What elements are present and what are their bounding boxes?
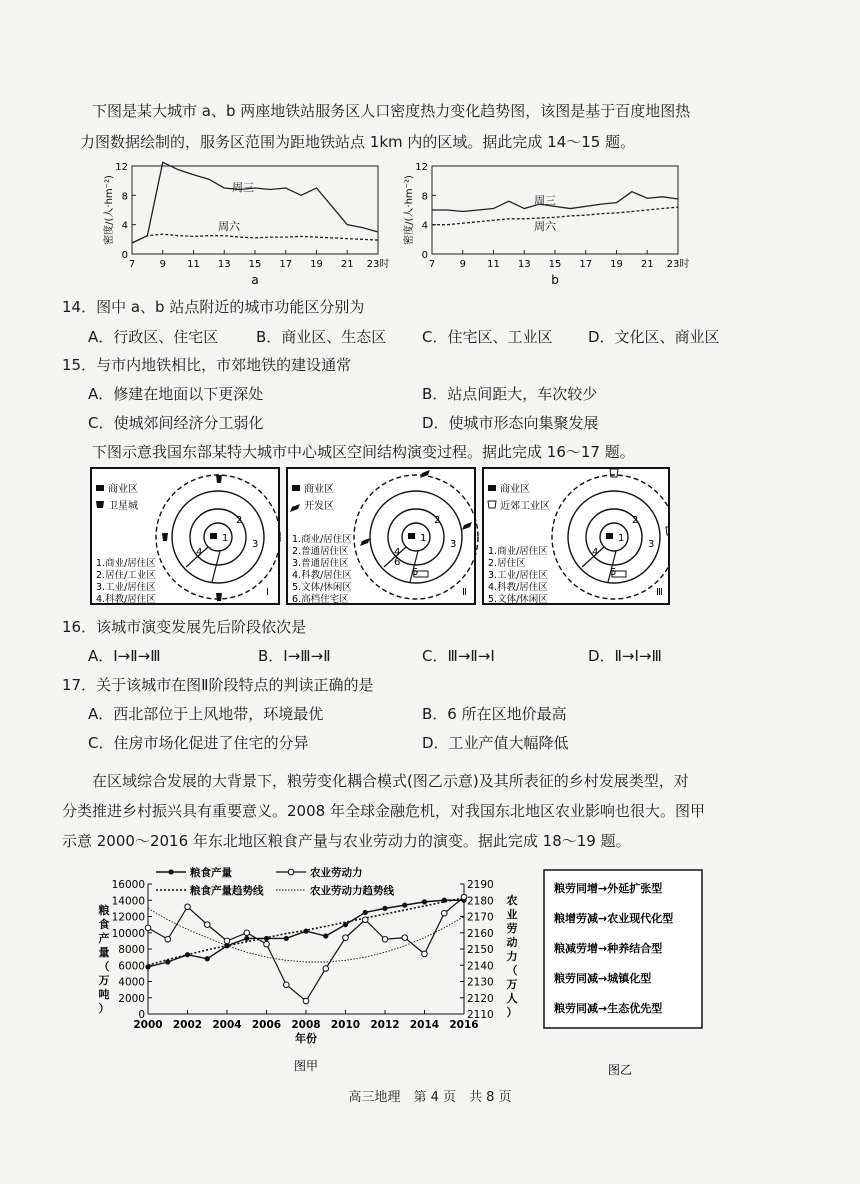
city-structure-diagrams bbox=[90, 467, 670, 607]
q15-stem: 15．与市内地铁相比，市郊地铁的建设通常 bbox=[62, 356, 352, 374]
right-axis-label-char: 动 bbox=[506, 936, 518, 949]
y-tick-label: 12 bbox=[415, 162, 428, 173]
legend-label: 农业劳动力趋势线 bbox=[310, 885, 394, 897]
grain-point bbox=[323, 933, 328, 938]
labor-point bbox=[303, 998, 309, 1004]
right-tick-label: 2110 bbox=[467, 1009, 494, 1021]
satellite-city-icon bbox=[216, 593, 222, 601]
zone-label: 2.居住/工业区 bbox=[96, 570, 156, 581]
x-tick-label: 19 bbox=[610, 259, 623, 270]
legend-grain-dot bbox=[168, 869, 173, 874]
q14-option-c: C．住宅区、工业区 bbox=[422, 328, 553, 346]
q17-option-a: A．西北部位于上风地带，环境最优 bbox=[88, 705, 324, 723]
x-tick-label: 2002 bbox=[172, 1019, 203, 1031]
yi-box-group bbox=[544, 870, 702, 1076]
grain-point bbox=[382, 906, 387, 911]
legend-label: 粮食产量趋势线 bbox=[190, 885, 264, 897]
satellite-city-icon bbox=[216, 475, 222, 483]
labor-point bbox=[382, 936, 388, 942]
q15-option-a: A．修建在地面以下更深处 bbox=[88, 385, 264, 403]
legend-satellite-icon bbox=[96, 501, 104, 508]
left-tick-label: 6000 bbox=[118, 960, 145, 973]
x-tick-label: 9 bbox=[459, 259, 466, 270]
yi-item: 粮劳同减→生态优先型 bbox=[554, 1002, 663, 1015]
cbd-block bbox=[210, 533, 217, 539]
ring-number: 3 bbox=[450, 539, 457, 550]
legend-label: 商业区 bbox=[304, 484, 334, 495]
yi-item: 粮劳同减→城镇化型 bbox=[554, 972, 652, 985]
grain-point bbox=[422, 899, 427, 904]
zone-label: 5.文体/休闲区 bbox=[488, 594, 548, 605]
legend-label: 粮食产量 bbox=[190, 867, 232, 879]
ring-number: 4 bbox=[196, 547, 203, 558]
zone-label: 2.普通居住区 bbox=[292, 546, 349, 557]
x-tick-label: 2010 bbox=[330, 1019, 361, 1031]
intro-18-19-line3: 示意 2000～2016 年东北地区粮食产量与农业劳动力的演变。据此完成 18～19 题。 bbox=[62, 832, 631, 850]
page-footer: 高三地理 第 4 页 共 8 页 bbox=[348, 1090, 512, 1105]
x-tick-label: 2016 bbox=[449, 1019, 479, 1031]
left-axis-label-char: 产 bbox=[98, 932, 110, 945]
x-tick-label: 7 bbox=[428, 259, 436, 270]
y-tick-label: 12 bbox=[115, 162, 128, 173]
labor-point bbox=[244, 930, 250, 936]
plot-frame bbox=[432, 166, 678, 254]
ring-number: 6 bbox=[394, 557, 401, 568]
x-tick-label: 13 bbox=[517, 259, 531, 270]
left-axis-label-char: 食 bbox=[98, 918, 110, 931]
ring-number: 5 bbox=[610, 567, 617, 578]
q16-option-a: A．Ⅰ→Ⅱ→Ⅲ bbox=[88, 647, 161, 665]
grain-point bbox=[165, 959, 170, 964]
labor-point bbox=[362, 917, 368, 923]
left-axis-label-char: 吨 bbox=[98, 988, 110, 1001]
ring-number: 4 bbox=[394, 547, 401, 558]
chart-a bbox=[100, 158, 400, 288]
right-axis-label-char: ） bbox=[506, 1006, 518, 1019]
zone-label: 4.科教/居住区 bbox=[488, 582, 548, 593]
zone-label: 1.商业/居住区 bbox=[292, 534, 352, 545]
labor-point bbox=[461, 894, 467, 900]
grain-point bbox=[284, 936, 289, 941]
zone-label: 1.商业/居住区 bbox=[488, 546, 548, 557]
labor-point bbox=[422, 951, 428, 957]
diagram-roman-label: Ⅱ bbox=[462, 587, 467, 598]
x-tick-label: 9 bbox=[159, 259, 166, 270]
cbd-block bbox=[408, 533, 415, 539]
grain-point bbox=[264, 936, 269, 941]
q16-stem: 16．该城市演变发展先后阶段依次是 bbox=[62, 618, 307, 636]
right-tick-label: 2170 bbox=[467, 911, 494, 924]
q15-option-d: D．使城市形态向集聚发展 bbox=[422, 414, 599, 432]
grain-point bbox=[303, 929, 308, 934]
x-tick-label: 11 bbox=[187, 259, 200, 270]
ring-number: 2 bbox=[236, 515, 243, 526]
q14-option-d: D．文化区、商业区 bbox=[588, 328, 720, 346]
grain-point bbox=[145, 964, 150, 969]
ring-number: 2 bbox=[434, 515, 441, 526]
left-axis-label-char: （ bbox=[98, 960, 110, 973]
intro-18-19-line2: 分类推进乡村振兴具有重要意义。2008 年全球金融危机，对我国东北地区农业影响也很大。图甲 bbox=[62, 802, 705, 820]
right-tick-label: 2180 bbox=[467, 895, 494, 908]
zone-label: 3.工业/居住区 bbox=[96, 582, 156, 593]
labor-point bbox=[283, 982, 289, 988]
right-tick-label: 2140 bbox=[467, 960, 494, 973]
q16-option-c: C．Ⅲ→Ⅱ→Ⅰ bbox=[422, 647, 495, 665]
right-tick-label: 2120 bbox=[467, 992, 494, 1005]
ring-number: 3 bbox=[648, 539, 655, 550]
yi-item: 粮增劳减→农业现代化型 bbox=[554, 912, 674, 925]
y-tick-label: 4 bbox=[121, 220, 128, 232]
legend-cbd-swatch bbox=[292, 485, 300, 491]
labor-point bbox=[145, 925, 151, 931]
grain-point bbox=[402, 903, 407, 908]
series-line-周三 bbox=[132, 162, 378, 243]
x-tick-label: 2004 bbox=[212, 1019, 242, 1031]
y-tick-label: 0 bbox=[121, 250, 128, 261]
plot-frame bbox=[132, 166, 378, 254]
series-label-sat: 周六 bbox=[218, 220, 240, 233]
x-tick-label: 19 bbox=[310, 259, 323, 270]
x-tick-label: 21 bbox=[640, 259, 654, 270]
right-axis-label-char: 农 bbox=[506, 894, 518, 907]
left-tick-label: 12000 bbox=[111, 911, 145, 924]
series-label-wed: 周三 bbox=[534, 194, 556, 207]
q17-option-d: D．工业产值大幅降低 bbox=[422, 734, 569, 752]
labor-point bbox=[264, 941, 270, 947]
diagram-roman-label: Ⅰ bbox=[266, 587, 269, 598]
labor-point bbox=[185, 904, 191, 910]
chart-caption: a bbox=[251, 273, 259, 287]
zone-label: 3.工业/居住区 bbox=[488, 570, 548, 581]
x-tick-label: 23时 bbox=[366, 259, 390, 270]
grain-point bbox=[343, 922, 348, 927]
x-tick-label: 21 bbox=[340, 259, 354, 270]
zone-label: 6.高档住宅区 bbox=[292, 594, 349, 605]
right-tick-label: 2130 bbox=[467, 976, 494, 989]
legend-label: 商业区 bbox=[500, 484, 530, 495]
chart-b-plot bbox=[402, 162, 689, 287]
series-line-周六 bbox=[132, 234, 378, 243]
grain-point bbox=[185, 952, 190, 957]
legend-label: 商业区 bbox=[108, 484, 138, 495]
y-tick-label: 0 bbox=[421, 250, 428, 261]
left-tick-label: 8000 bbox=[118, 944, 145, 956]
x-tick-label: 2006 bbox=[251, 1019, 282, 1031]
x-tick-label: 11 bbox=[487, 259, 500, 270]
ring-number: 2 bbox=[632, 515, 639, 526]
y-tick-label: 8 bbox=[121, 191, 128, 203]
x-tick-label: 2014 bbox=[409, 1019, 440, 1031]
left-axis-label-char: 量 bbox=[98, 946, 110, 959]
legend-cbd-swatch bbox=[96, 485, 104, 491]
zone-label: 4.科教/居住区 bbox=[96, 594, 156, 605]
diagram-III bbox=[483, 468, 670, 605]
x-tick-label: 7 bbox=[128, 259, 136, 270]
diagram-II bbox=[287, 468, 478, 605]
labor-point bbox=[323, 966, 329, 972]
q16-option-b: B．Ⅰ→Ⅲ→Ⅱ bbox=[258, 647, 331, 665]
q14-option-b: B．商业区、生态区 bbox=[256, 328, 387, 346]
labor-point bbox=[224, 938, 230, 944]
labor-point bbox=[165, 936, 171, 942]
labor-line bbox=[148, 897, 464, 1001]
q16-option-d: D．Ⅱ→Ⅰ→Ⅲ bbox=[588, 647, 662, 665]
yi-item: 粮劳同增→外延扩张型 bbox=[554, 882, 663, 895]
zone-label: 2.居住区 bbox=[488, 558, 526, 569]
q17-option-b: B．6 所在区地价最高 bbox=[422, 705, 567, 723]
x-tick-label: 23时 bbox=[666, 259, 690, 270]
chart-jia-plot bbox=[99, 866, 518, 1073]
grain-point bbox=[363, 910, 368, 915]
x-tick-label: 2000 bbox=[133, 1019, 163, 1031]
x-tick-label: 17 bbox=[279, 259, 293, 270]
y-tick-label: 4 bbox=[421, 220, 428, 232]
q14-option-a: A．行政区、住宅区 bbox=[88, 328, 219, 346]
ring-number: 1 bbox=[618, 533, 625, 544]
ring-number: 3 bbox=[252, 539, 259, 550]
ring-number: 1 bbox=[420, 533, 427, 544]
intro-14-15-line2: 力图数据绘制的，服务区范围为距地铁站点 1km 内的区域。据此完成 14～15 题。 bbox=[80, 133, 636, 151]
legend-label: 农业劳动力 bbox=[310, 867, 363, 879]
left-tick-label: 16000 bbox=[111, 879, 145, 891]
x-tick-label: 15 bbox=[248, 259, 262, 270]
right-axis-label-char: （ bbox=[506, 964, 518, 977]
intro-18-19-line1: 在区域综合发展的大背景下，粮劳变化耦合模式(图乙示意)及其所表征的乡村发展类型，对 bbox=[92, 772, 689, 790]
right-tick-label: 2160 bbox=[467, 927, 494, 940]
q15-option-b: B．站点间距大，车次较少 bbox=[422, 385, 598, 403]
yi-caption: 图乙 bbox=[607, 1063, 633, 1076]
labor-trend-line bbox=[148, 908, 464, 962]
left-tick-label: 0 bbox=[138, 1009, 145, 1021]
chart-a-plot bbox=[102, 162, 389, 287]
x-tick-label: 17 bbox=[579, 259, 593, 270]
right-axis-label-char: 人 bbox=[506, 992, 518, 1005]
zone-label: 3.普通居住区 bbox=[292, 558, 349, 569]
ring-number: 1 bbox=[222, 533, 229, 544]
q17-option-c: C．住房市场化促进了住宅的分异 bbox=[88, 734, 309, 752]
right-tick-label: 2150 bbox=[467, 944, 494, 956]
legend-label: 开发区 bbox=[304, 501, 334, 512]
series-label-wed: 周三 bbox=[232, 181, 254, 194]
satellite-city-icon bbox=[162, 533, 168, 541]
diagram-roman-label: Ⅲ bbox=[656, 587, 663, 598]
chart-caption: b bbox=[551, 273, 559, 287]
diagram-I bbox=[91, 468, 280, 605]
x-tick-label: 2012 bbox=[370, 1019, 400, 1031]
grain-point bbox=[442, 898, 447, 903]
labor-point bbox=[441, 910, 447, 916]
left-axis-label-char: ） bbox=[98, 1002, 110, 1015]
left-axis-label-char: 粮 bbox=[98, 904, 110, 917]
legend-cbd-swatch bbox=[488, 485, 496, 491]
right-axis-label-char: 劳 bbox=[506, 922, 518, 935]
x-axis-label: 年份 bbox=[295, 1032, 317, 1045]
grain-point bbox=[244, 936, 249, 941]
zone-label: 4.科教/居住区 bbox=[292, 570, 352, 581]
q17-stem: 17．关于该城市在图Ⅱ阶段特点的判读正确的是 bbox=[62, 676, 374, 694]
right-tick-label: 2190 bbox=[467, 879, 494, 891]
right-axis-label-char: 力 bbox=[506, 950, 518, 963]
left-tick-label: 4000 bbox=[118, 976, 145, 989]
legend-label: 卫星城 bbox=[108, 501, 138, 512]
chart-caption: 图甲 bbox=[293, 1059, 319, 1073]
diagram-yi bbox=[540, 866, 710, 1076]
x-tick-label: 15 bbox=[548, 259, 562, 270]
cbd-block bbox=[606, 533, 613, 539]
zone-label: 1.商业/居住区 bbox=[96, 558, 156, 569]
x-tick-label: 2008 bbox=[291, 1019, 321, 1031]
intro-16-17: 下图示意我国东部某特大城市中心城区空间结构演变过程。据此完成 16～17 题。 bbox=[92, 443, 635, 461]
x-tick-label: 13 bbox=[217, 259, 231, 270]
left-tick-label: 2000 bbox=[118, 992, 145, 1005]
left-tick-label: 10000 bbox=[111, 927, 145, 940]
legend-label: 近郊工业区 bbox=[500, 501, 550, 512]
left-axis-label-char: 万 bbox=[98, 974, 110, 987]
labor-point bbox=[343, 935, 349, 941]
right-axis-label-char: 万 bbox=[506, 978, 518, 991]
diagram-group bbox=[91, 468, 670, 605]
y-axis-label: 密度/(人·hm⁻²) bbox=[404, 175, 415, 245]
labor-point bbox=[204, 922, 210, 928]
yi-item: 粮减劳增→种养结合型 bbox=[554, 942, 663, 955]
right-axis-label-char: 业 bbox=[506, 908, 518, 921]
y-tick-label: 8 bbox=[421, 191, 428, 203]
grain-point bbox=[205, 956, 210, 961]
left-tick-label: 14000 bbox=[111, 895, 145, 908]
ring-number: 4 bbox=[592, 547, 599, 558]
chart-b bbox=[400, 158, 700, 288]
labor-point bbox=[402, 935, 408, 941]
q14-stem: 14．图中 a、b 站点附近的城市功能区分别为 bbox=[62, 298, 365, 316]
series-label-sat: 周六 bbox=[534, 220, 556, 233]
ring-number: 5 bbox=[412, 567, 419, 578]
q15-option-c: C．使城郊间经济分工弱化 bbox=[88, 414, 264, 432]
legend-labor-dot bbox=[288, 869, 294, 875]
intro-14-15-line1: 下图是某大城市 a、b 两座地铁站服务区人口密度热力变化趋势图，该图是基于百度地图热 bbox=[92, 102, 691, 120]
y-axis-label: 密度/(人·hm⁻²) bbox=[104, 175, 115, 245]
zone-label: 5.文体/休闲区 bbox=[292, 582, 352, 593]
chart-jia bbox=[60, 862, 530, 1082]
